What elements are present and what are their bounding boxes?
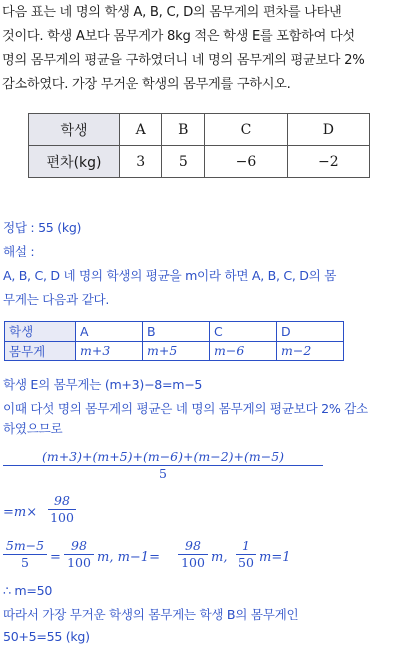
equation-fraction-3: [178, 538, 208, 571]
conclusion-line: 따라서 가장 무거운 학생의 몸무게는 학생 B의 몸무게인: [3, 607, 299, 622]
solution-intro-1: A, B, C, D 네 명의 학생의 평균을 m이라 하면 A, B, C, D의 몸: [3, 268, 337, 283]
equation-fraction-4: [236, 538, 256, 571]
table-cell: 5: [162, 146, 205, 178]
equation-fraction-2: [64, 538, 94, 571]
table-cell: D: [277, 322, 344, 342]
table-cell: A: [120, 114, 162, 146]
equation-end: m=1: [259, 550, 291, 565]
ratio-fraction: [48, 493, 76, 526]
fraction-denominator: 100: [48, 509, 76, 526]
table-cell: 편차(kg): [29, 146, 120, 178]
question-line-4: 감소하였다. 가장 무거운 학생의 몸무게를 구하시오.: [2, 77, 291, 92]
table-cell: m−6: [210, 341, 277, 361]
fraction-denominator: 100: [64, 554, 94, 571]
table-row: [5, 341, 344, 361]
table-cell: 몸무게: [5, 341, 76, 361]
table-header-row: [5, 322, 344, 342]
table-cell: −2: [287, 146, 369, 178]
table-cell: C: [205, 114, 287, 146]
average-line-1: 이때 다섯 명의 몸무게의 평균은 네 명의 몸무게의 평균보다 2% 감소: [3, 401, 368, 416]
fraction-numerator: 5m−5: [5, 538, 45, 553]
table-cell: m+3: [76, 341, 143, 361]
table-cell: D: [287, 114, 369, 146]
final-answer-line: 50+5=55 (kg): [3, 629, 90, 644]
fraction-numerator: 98: [54, 493, 70, 508]
fraction-denominator: 100: [178, 554, 208, 571]
question-line-3: 명의 몸무게의 평균을 구하였더니 네 명의 몸무게의 평균보다 2%: [2, 53, 365, 68]
average-line-2: 하였으므로: [3, 421, 63, 436]
table-cell: B: [162, 114, 205, 146]
table-cell: 3: [120, 146, 162, 178]
table-cell: A: [76, 322, 143, 342]
fraction-denominator: 5: [3, 554, 47, 571]
equation-fraction-1: [3, 538, 47, 571]
solution-intro-2: 무게는 다음과 같다.: [3, 292, 110, 307]
therefore-line: ∴ m=50: [3, 583, 53, 598]
table-row: [29, 146, 370, 178]
equation-middle: m, m−1=: [97, 550, 160, 565]
table-cell: 학생: [29, 114, 120, 146]
question-line-2: 것이다. 학생 A보다 몸무게가 8kg 적은 학생 E를 포함하여 다섯: [2, 29, 355, 44]
fraction-numerator: 98: [185, 538, 201, 553]
table-cell: C: [210, 322, 277, 342]
sum-fraction: [3, 449, 323, 482]
table-cell: 학생: [5, 322, 76, 342]
table-cell: −6: [205, 146, 287, 178]
table-cell: m+5: [143, 341, 210, 361]
answer-line: 정답 : 55 (kg): [3, 220, 82, 235]
table-header-row: [29, 114, 370, 146]
equation-equals: =: [50, 550, 61, 565]
deviation-table: [28, 113, 370, 178]
fraction-denominator: 5: [3, 465, 323, 482]
fraction-numerator: 98: [71, 538, 87, 553]
student-e-weight-line: 학생 E의 몸무게는 (m+3)−8=m−5: [3, 377, 203, 392]
equation-prefix: =m×: [3, 505, 38, 520]
weight-table: [4, 321, 344, 361]
fraction-denominator: 50: [236, 554, 256, 571]
fraction-numerator: (m+3)+(m+5)+(m−6)+(m−2)+(m−5): [41, 449, 285, 464]
fraction-numerator: 1: [242, 538, 250, 553]
question-line-1: 다음 표는 네 명의 학생 A, B, C, D의 몸무게의 편차를 나타낸: [2, 5, 342, 20]
table-cell: B: [143, 322, 210, 342]
table-cell: m−2: [277, 341, 344, 361]
equation-m: m,: [211, 550, 228, 565]
explanation-label: 해설 :: [3, 244, 35, 259]
